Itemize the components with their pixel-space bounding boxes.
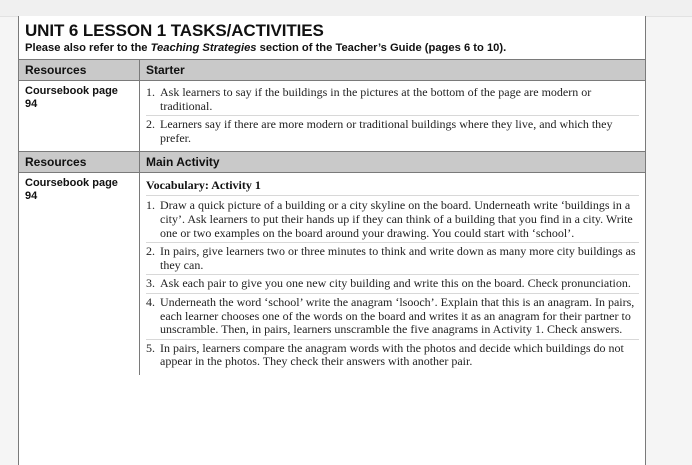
viewer-top-band bbox=[0, 0, 692, 17]
resources-column-header: Resources bbox=[19, 60, 140, 80]
main-steps bbox=[146, 196, 639, 373]
list-item bbox=[146, 342, 639, 371]
step-number: 2. bbox=[146, 117, 155, 132]
step-text: Learners say if there are more modern or traditional buildings where they live, and which they prefer. bbox=[160, 117, 613, 145]
guide-reference-prefix: Please also refer to the bbox=[25, 42, 151, 54]
step-text: In pairs, learners compare the anagram words with the photos and decide which buildings do not appear in the photos. They check their answers with another pair. bbox=[160, 340, 624, 369]
document-header bbox=[19, 16, 645, 60]
main-content-row bbox=[19, 173, 645, 375]
step-text: In pairs, give learners two or three minutes to think and write down as many more city buildings as they can. bbox=[160, 244, 636, 272]
list-item bbox=[146, 199, 639, 243]
page-title: UNIT 6 LESSON 1 TASKS/ACTIVITIES bbox=[25, 21, 324, 40]
list-item bbox=[146, 86, 639, 116]
main-resource: Coursebook page 94 bbox=[19, 173, 140, 375]
list-item bbox=[146, 296, 639, 340]
starter-steps bbox=[146, 83, 639, 149]
main-header-row bbox=[19, 152, 645, 173]
step-text: Draw a quick picture of a building or a city skyline on the board. Underneath write ‘buildings in a city’. Ask learners to put their hands up if they can think of a building that you find in a city. Write one or two examples on the board around your drawing. You could start with ‘school’. bbox=[160, 198, 633, 240]
step-number: 5. bbox=[146, 340, 155, 355]
step-text: Underneath the word ‘school’ write the anagram ‘lsooch’. Explain that this is an anagram. In pairs, each learner chooses one of the words on the board and writes it as an anagram for their partner to unscramble. Then, in pairs, learners unscramble the five anagrams in Activity 1. Check answers. bbox=[160, 294, 635, 337]
list-item bbox=[146, 118, 639, 147]
starter-column-header: Starter bbox=[146, 63, 185, 77]
main-steps-cell bbox=[140, 173, 645, 375]
step-number: 2. bbox=[146, 244, 155, 259]
vocabulary-subheading: Vocabulary: Activity 1 bbox=[146, 175, 639, 196]
step-number: 3. bbox=[146, 276, 155, 291]
starter-header-row bbox=[19, 60, 645, 81]
guide-reference-suffix: section of the Teacher’s Guide (pages 6 to 10). bbox=[256, 42, 507, 54]
document-page bbox=[18, 16, 646, 465]
step-text: Ask each pair to give you one new city building and write this on the board. Check pronunciation. bbox=[160, 276, 631, 291]
starter-content-row bbox=[19, 81, 645, 152]
guide-reference bbox=[25, 41, 639, 56]
starter-steps-cell bbox=[140, 81, 645, 151]
main-activity-column-header: Main Activity bbox=[146, 155, 220, 170]
step-number: 4. bbox=[146, 294, 155, 309]
step-number: 1. bbox=[146, 85, 155, 99]
starter-resource: Coursebook page 94 bbox=[19, 81, 140, 151]
step-text: Ask learners to say if the buildings in the pictures at the bottom of the page are modern or traditional. bbox=[160, 85, 592, 113]
list-item bbox=[146, 277, 639, 294]
step-number: 1. bbox=[146, 198, 155, 213]
list-item bbox=[146, 245, 639, 275]
guide-reference-italic: Teaching Strategies bbox=[150, 42, 257, 54]
resources-column-header: Resources bbox=[19, 152, 140, 172]
